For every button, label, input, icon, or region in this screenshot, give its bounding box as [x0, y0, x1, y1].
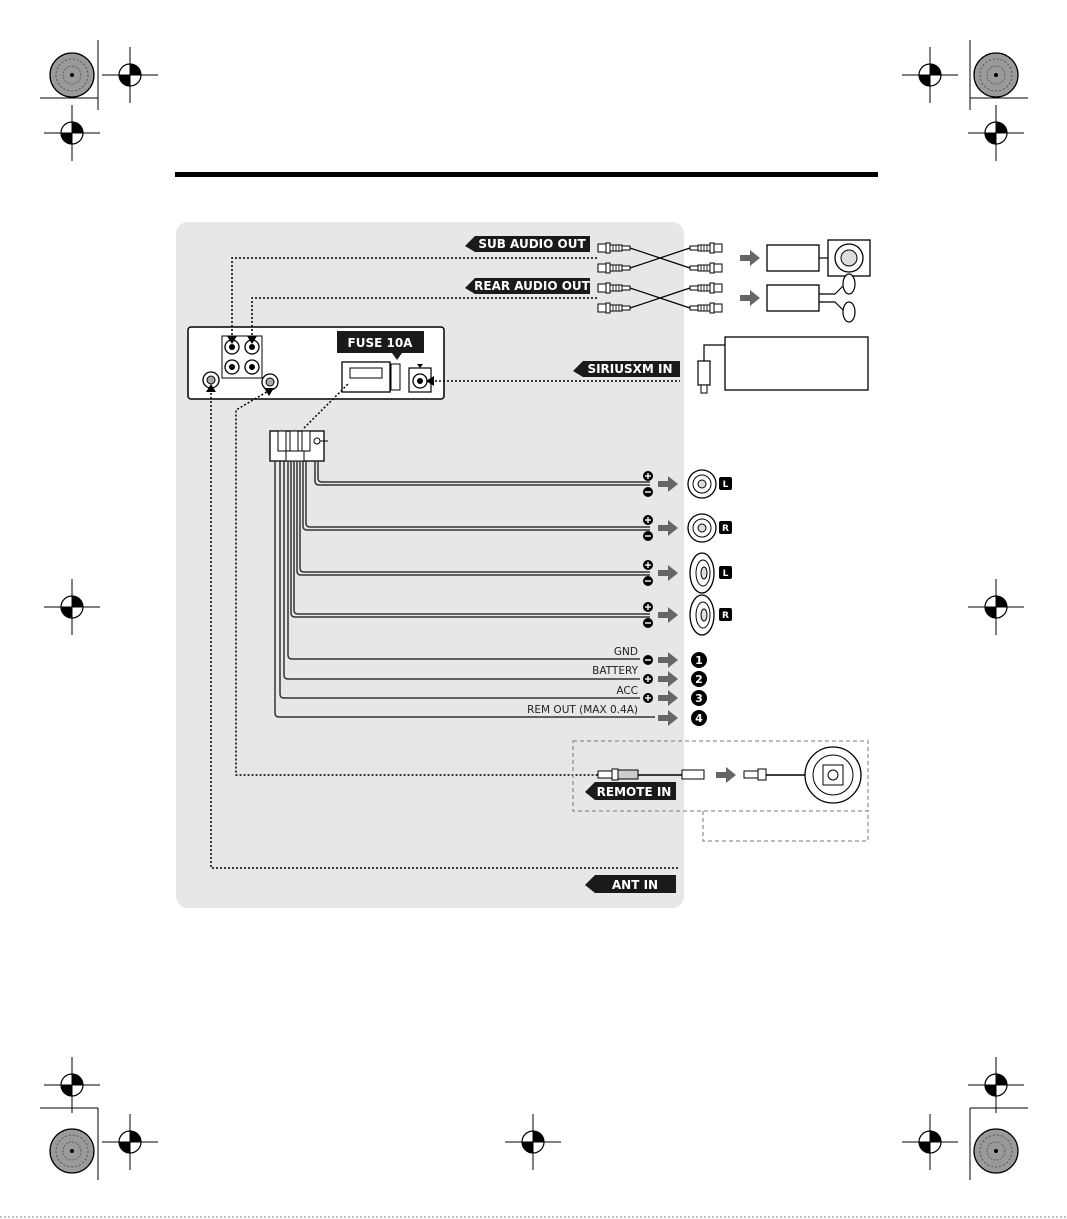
- wire-number: 3: [695, 692, 703, 705]
- diagram-panel: [176, 222, 684, 908]
- speaker-side-label: R: [722, 611, 729, 621]
- wire-label: ACC: [616, 685, 638, 697]
- speaker-side-label: L: [722, 480, 729, 490]
- sub-audio-out-label: SUB AUDIO OUT: [478, 237, 586, 251]
- wire-number: 4: [695, 712, 703, 725]
- wire-label: BATTERY: [592, 665, 638, 677]
- wire-label: REM OUT (MAX 0.4A): [527, 704, 638, 716]
- rear-audio-out-label: REAR AUDIO OUT: [474, 279, 590, 293]
- speaker-side-label: L: [722, 569, 729, 579]
- wire-label: GND: [613, 646, 638, 658]
- wire-number: 2: [695, 673, 703, 686]
- ant-in-label: ANT IN: [611, 878, 659, 892]
- speaker-side-label: R: [722, 524, 729, 534]
- siriusxm-in-label: SIRIUSXM IN: [587, 362, 673, 376]
- heading-rule: [175, 172, 878, 177]
- remote-in-label: REMOTE IN: [596, 785, 672, 799]
- fuse-label: FUSE 10A: [347, 336, 413, 350]
- wire-number: 1: [695, 654, 703, 667]
